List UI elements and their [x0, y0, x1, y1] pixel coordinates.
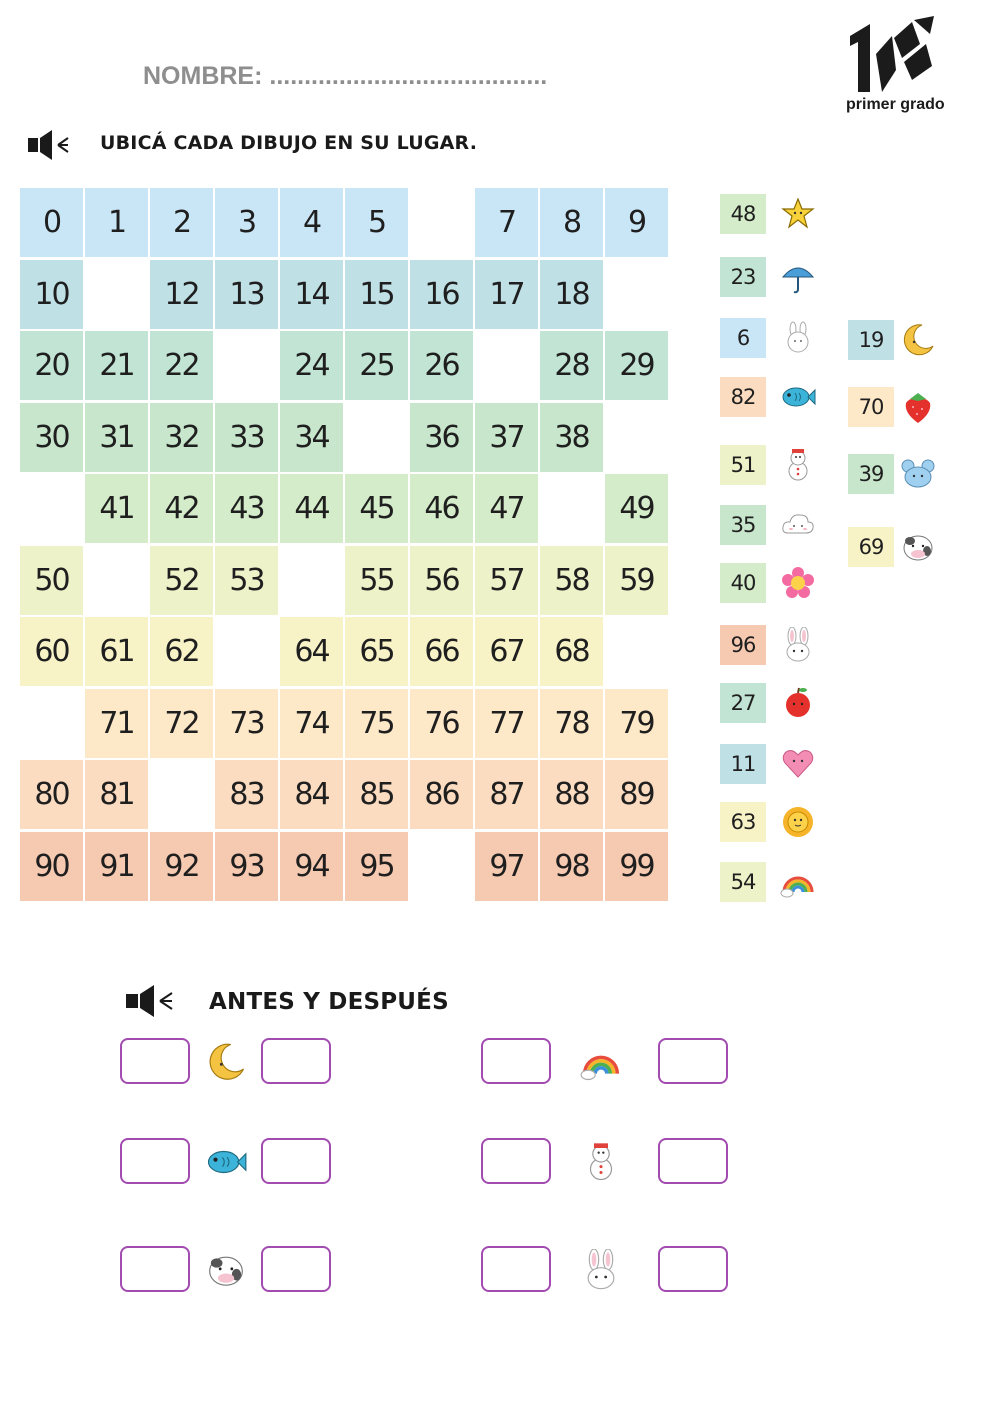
grid-cell: 7 — [475, 188, 538, 257]
grid-cell: 47 — [475, 474, 538, 543]
grid-cell: 33 — [215, 403, 278, 472]
grid-cell: 56 — [410, 546, 473, 615]
number-card[interactable]: 27 — [720, 683, 766, 723]
grid-cell: 9 — [605, 188, 668, 257]
answer-box-after[interactable] — [261, 1038, 331, 1084]
grid-cell: 49 — [605, 474, 668, 543]
grid-cell: 13 — [215, 260, 278, 329]
cow-icon — [205, 1249, 247, 1291]
grid-cell: 4 — [280, 188, 343, 257]
grid-cell: 92 — [150, 832, 213, 901]
grid-cell: 86 — [410, 760, 473, 829]
grid-cell: 34 — [280, 403, 343, 472]
grid-cell: 30 — [20, 403, 83, 472]
answer-box-before[interactable] — [120, 1246, 190, 1292]
number-card[interactable]: 96 — [720, 625, 766, 665]
star-icon[interactable] — [780, 196, 816, 232]
grid-cell: 12 — [150, 260, 213, 329]
grid-cell: 64 — [280, 617, 343, 686]
snowman-icon[interactable] — [780, 447, 816, 483]
grid-cell: 97 — [475, 832, 538, 901]
answer-box-after[interactable] — [261, 1246, 331, 1292]
logo-caption: primer grado — [846, 96, 945, 113]
rabbit-icon — [580, 1249, 622, 1291]
grid-cell: 79 — [605, 689, 668, 758]
number-card[interactable]: 39 — [848, 454, 894, 494]
grid-cell: 1 — [85, 188, 148, 257]
answer-box-before[interactable] — [120, 1138, 190, 1184]
grid-cell: 80 — [20, 760, 83, 829]
grid-cell-empty[interactable] — [410, 188, 473, 257]
answer-box-after[interactable] — [658, 1138, 728, 1184]
answer-box-before[interactable] — [481, 1246, 551, 1292]
grid-cell-empty[interactable] — [215, 331, 278, 400]
number-card[interactable]: 51 — [720, 445, 766, 485]
number-card[interactable]: 35 — [720, 505, 766, 545]
grid-cell: 73 — [215, 689, 278, 758]
grid-cell: 22 — [150, 331, 213, 400]
grid-cell: 78 — [540, 689, 603, 758]
grid-cell: 98 — [540, 832, 603, 901]
grid-cell: 94 — [280, 832, 343, 901]
instruction-before-after: ANTES Y DESPUÉS — [209, 989, 449, 1015]
grid-cell-empty[interactable] — [605, 260, 668, 329]
grid-cell: 71 — [85, 689, 148, 758]
number-card[interactable]: 6 — [720, 318, 766, 358]
heart-icon[interactable] — [780, 746, 816, 782]
grid-cell: 93 — [215, 832, 278, 901]
grid-cell: 24 — [280, 331, 343, 400]
grid-cell: 20 — [20, 331, 83, 400]
grid-cell-empty[interactable] — [85, 260, 148, 329]
sunflower-icon[interactable] — [780, 804, 816, 840]
umbrella-icon[interactable] — [780, 259, 816, 295]
grid-cell: 60 — [20, 617, 83, 686]
grid-cell-empty[interactable] — [20, 689, 83, 758]
grid-cell: 76 — [410, 689, 473, 758]
answer-box-before[interactable] — [120, 1038, 190, 1084]
grid-cell: 85 — [345, 760, 408, 829]
grid-cell: 75 — [345, 689, 408, 758]
number-card[interactable]: 63 — [720, 802, 766, 842]
number-card[interactable]: 40 — [720, 563, 766, 603]
grid-cell: 68 — [540, 617, 603, 686]
grid-cell: 31 — [85, 403, 148, 472]
grid-cell: 5 — [345, 188, 408, 257]
grid-cell: 45 — [345, 474, 408, 543]
grid-cell: 37 — [475, 403, 538, 472]
rainbow-icon[interactable] — [780, 864, 816, 900]
grid-cell: 62 — [150, 617, 213, 686]
fish-icon — [205, 1141, 247, 1183]
name-field-label[interactable]: NOMBRE: ........................................ — [143, 62, 548, 90]
grid-cell: 8 — [540, 188, 603, 257]
grid-cell-empty[interactable] — [280, 546, 343, 615]
grid-cell-empty[interactable] — [605, 403, 668, 472]
number-card[interactable]: 19 — [848, 320, 894, 360]
grid-cell-empty[interactable] — [605, 617, 668, 686]
grid-cell: 65 — [345, 617, 408, 686]
grid-cell: 18 — [540, 260, 603, 329]
grid-cell: 2 — [150, 188, 213, 257]
moon-icon[interactable] — [900, 322, 936, 358]
bunny-face-icon[interactable] — [780, 320, 816, 356]
cloud-icon[interactable] — [780, 507, 816, 543]
grid-cell: 84 — [280, 760, 343, 829]
grid-cell: 3 — [215, 188, 278, 257]
grid-cell-empty[interactable] — [540, 474, 603, 543]
grid-cell: 57 — [475, 546, 538, 615]
flower-icon[interactable] — [780, 565, 816, 601]
grid-cell: 77 — [475, 689, 538, 758]
speaker-icon[interactable] — [26, 128, 86, 162]
grid-cell: 14 — [280, 260, 343, 329]
grid-cell: 52 — [150, 546, 213, 615]
grid-cell: 0 — [20, 188, 83, 257]
grid-cell: 53 — [215, 546, 278, 615]
number-card[interactable]: 48 — [720, 194, 766, 234]
speaker-icon[interactable] — [124, 984, 184, 1018]
grid-cell: 91 — [85, 832, 148, 901]
grid-cell: 72 — [150, 689, 213, 758]
rabbit-icon[interactable] — [780, 627, 816, 663]
grid-cell: 25 — [345, 331, 408, 400]
snowman-icon — [580, 1141, 622, 1183]
grid-cell: 41 — [85, 474, 148, 543]
answer-box-after[interactable] — [261, 1138, 331, 1184]
grid-cell: 38 — [540, 403, 603, 472]
grid-cell-empty[interactable] — [20, 474, 83, 543]
answer-box-after[interactable] — [658, 1246, 728, 1292]
grid-cell-empty[interactable] — [475, 331, 538, 400]
moon-icon — [205, 1041, 247, 1083]
grid-cell: 28 — [540, 331, 603, 400]
answer-box-after[interactable] — [658, 1038, 728, 1084]
grid-cell: 66 — [410, 617, 473, 686]
number-card[interactable]: 11 — [720, 744, 766, 784]
grid-cell-empty[interactable] — [345, 403, 408, 472]
mouse-icon[interactable] — [900, 456, 936, 492]
cow-icon[interactable] — [900, 529, 936, 565]
grid-cell: 89 — [605, 760, 668, 829]
grid-cell: 46 — [410, 474, 473, 543]
grid-cell-empty[interactable] — [85, 546, 148, 615]
hundreds-grid — [20, 188, 670, 903]
grid-cell: 42 — [150, 474, 213, 543]
grid-cell: 44 — [280, 474, 343, 543]
grid-cell: 16 — [410, 260, 473, 329]
number-card[interactable]: 54 — [720, 862, 766, 902]
apple-icon[interactable] — [780, 685, 816, 721]
grid-cell: 61 — [85, 617, 148, 686]
number-card[interactable]: 82 — [720, 377, 766, 417]
grid-cell: 26 — [410, 331, 473, 400]
grid-cell: 88 — [540, 760, 603, 829]
grid-cell: 74 — [280, 689, 343, 758]
answer-box-before[interactable] — [481, 1138, 551, 1184]
grid-cell: 15 — [345, 260, 408, 329]
grid-cell-empty[interactable] — [215, 617, 278, 686]
instruction-place-drawings: UBICÁ CADA DIBUJO EN SU LUGAR. — [100, 132, 478, 154]
grid-cell: 29 — [605, 331, 668, 400]
number-card[interactable]: 70 — [848, 387, 894, 427]
grid-cell: 50 — [20, 546, 83, 615]
strawberry-icon[interactable] — [900, 389, 936, 425]
number-card[interactable]: 23 — [720, 257, 766, 297]
grid-cell: 90 — [20, 832, 83, 901]
grid-cell: 67 — [475, 617, 538, 686]
grid-cell-empty[interactable] — [410, 832, 473, 901]
grid-cell: 83 — [215, 760, 278, 829]
fish-icon[interactable] — [780, 379, 816, 415]
grid-cell: 55 — [345, 546, 408, 615]
number-card[interactable]: 69 — [848, 527, 894, 567]
grid-cell: 81 — [85, 760, 148, 829]
grid-cell: 17 — [475, 260, 538, 329]
grid-cell-empty[interactable] — [150, 760, 213, 829]
grid-cell: 59 — [605, 546, 668, 615]
grid-cell: 36 — [410, 403, 473, 472]
grid-cell: 21 — [85, 331, 148, 400]
grid-cell: 95 — [345, 832, 408, 901]
grid-cell: 99 — [605, 832, 668, 901]
grid-cell: 10 — [20, 260, 83, 329]
answer-box-before[interactable] — [481, 1038, 551, 1084]
grid-cell: 32 — [150, 403, 213, 472]
grid-cell: 87 — [475, 760, 538, 829]
grid-cell: 58 — [540, 546, 603, 615]
rainbow-icon — [580, 1041, 622, 1083]
grid-cell: 43 — [215, 474, 278, 543]
